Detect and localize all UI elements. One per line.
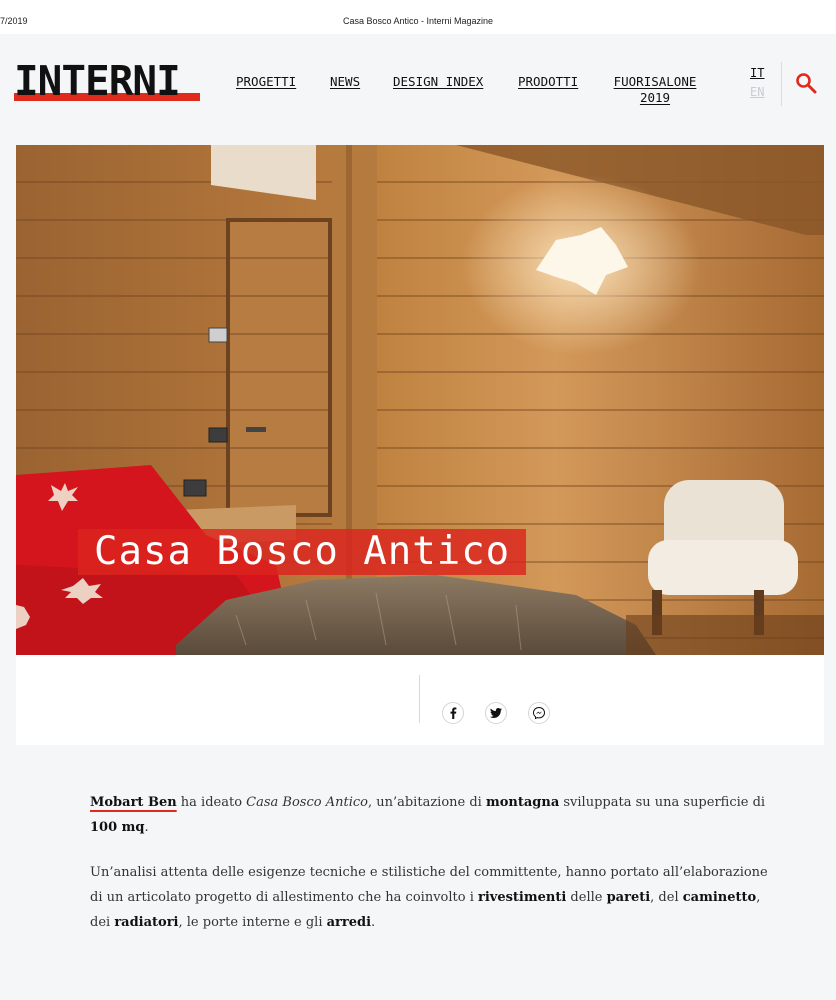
search-icon[interactable] [795,72,817,94]
browser-print-header [0,0,836,34]
nav-prodotti[interactable]: PRODOTTI [518,74,579,89]
language-switcher [750,66,764,99]
facebook-icon[interactable] [442,702,464,724]
nav-fuorisalone[interactable]: FUORISALONE 2019 [613,74,697,105]
hero-image [16,145,824,655]
hero-title: Casa Bosco Antico [78,529,526,575]
share-bar [16,655,824,745]
logo-wordmark: INTERNI [14,57,180,105]
print-page-title: Casa Bosco Antico - Interni Magazine [342,16,494,26]
twitter-icon[interactable] [485,702,507,724]
site-header [0,34,836,144]
article-paragraph-2: Un’analisi attenta delle esigenze tecniche e stilistiche del committente, hanno portato all’elaborazione di un articolato progetto di allestimento che ha coinvolto i rivestimenti delle pareti, del caminetto, dei radiatori, le porte interne e gli arredi. [90,865,768,930]
lang-en[interactable]: EN [750,85,765,99]
link-mobart-ben[interactable]: Mobart Ben [90,795,177,810]
print-date: 7/2019 [0,16,28,26]
nav-progetti[interactable]: PROGETTI [236,74,297,89]
messenger-icon[interactable] [528,702,550,724]
article-paragraph-1: Mobart Ben ha ideato Casa Bosco Antico, un’abitazione di montagna sviluppata su una superficie di 100 mq. [90,795,766,835]
bedroom-photo [16,145,824,655]
nav-news[interactable]: NEWS [330,74,361,89]
header-divider [781,62,782,106]
share-divider [419,675,420,723]
lang-it[interactable]: IT [750,66,765,80]
article-body [90,790,770,955]
nav-design-index[interactable]: DESIGN INDEX [393,74,484,89]
interni-logo[interactable] [14,57,202,142]
